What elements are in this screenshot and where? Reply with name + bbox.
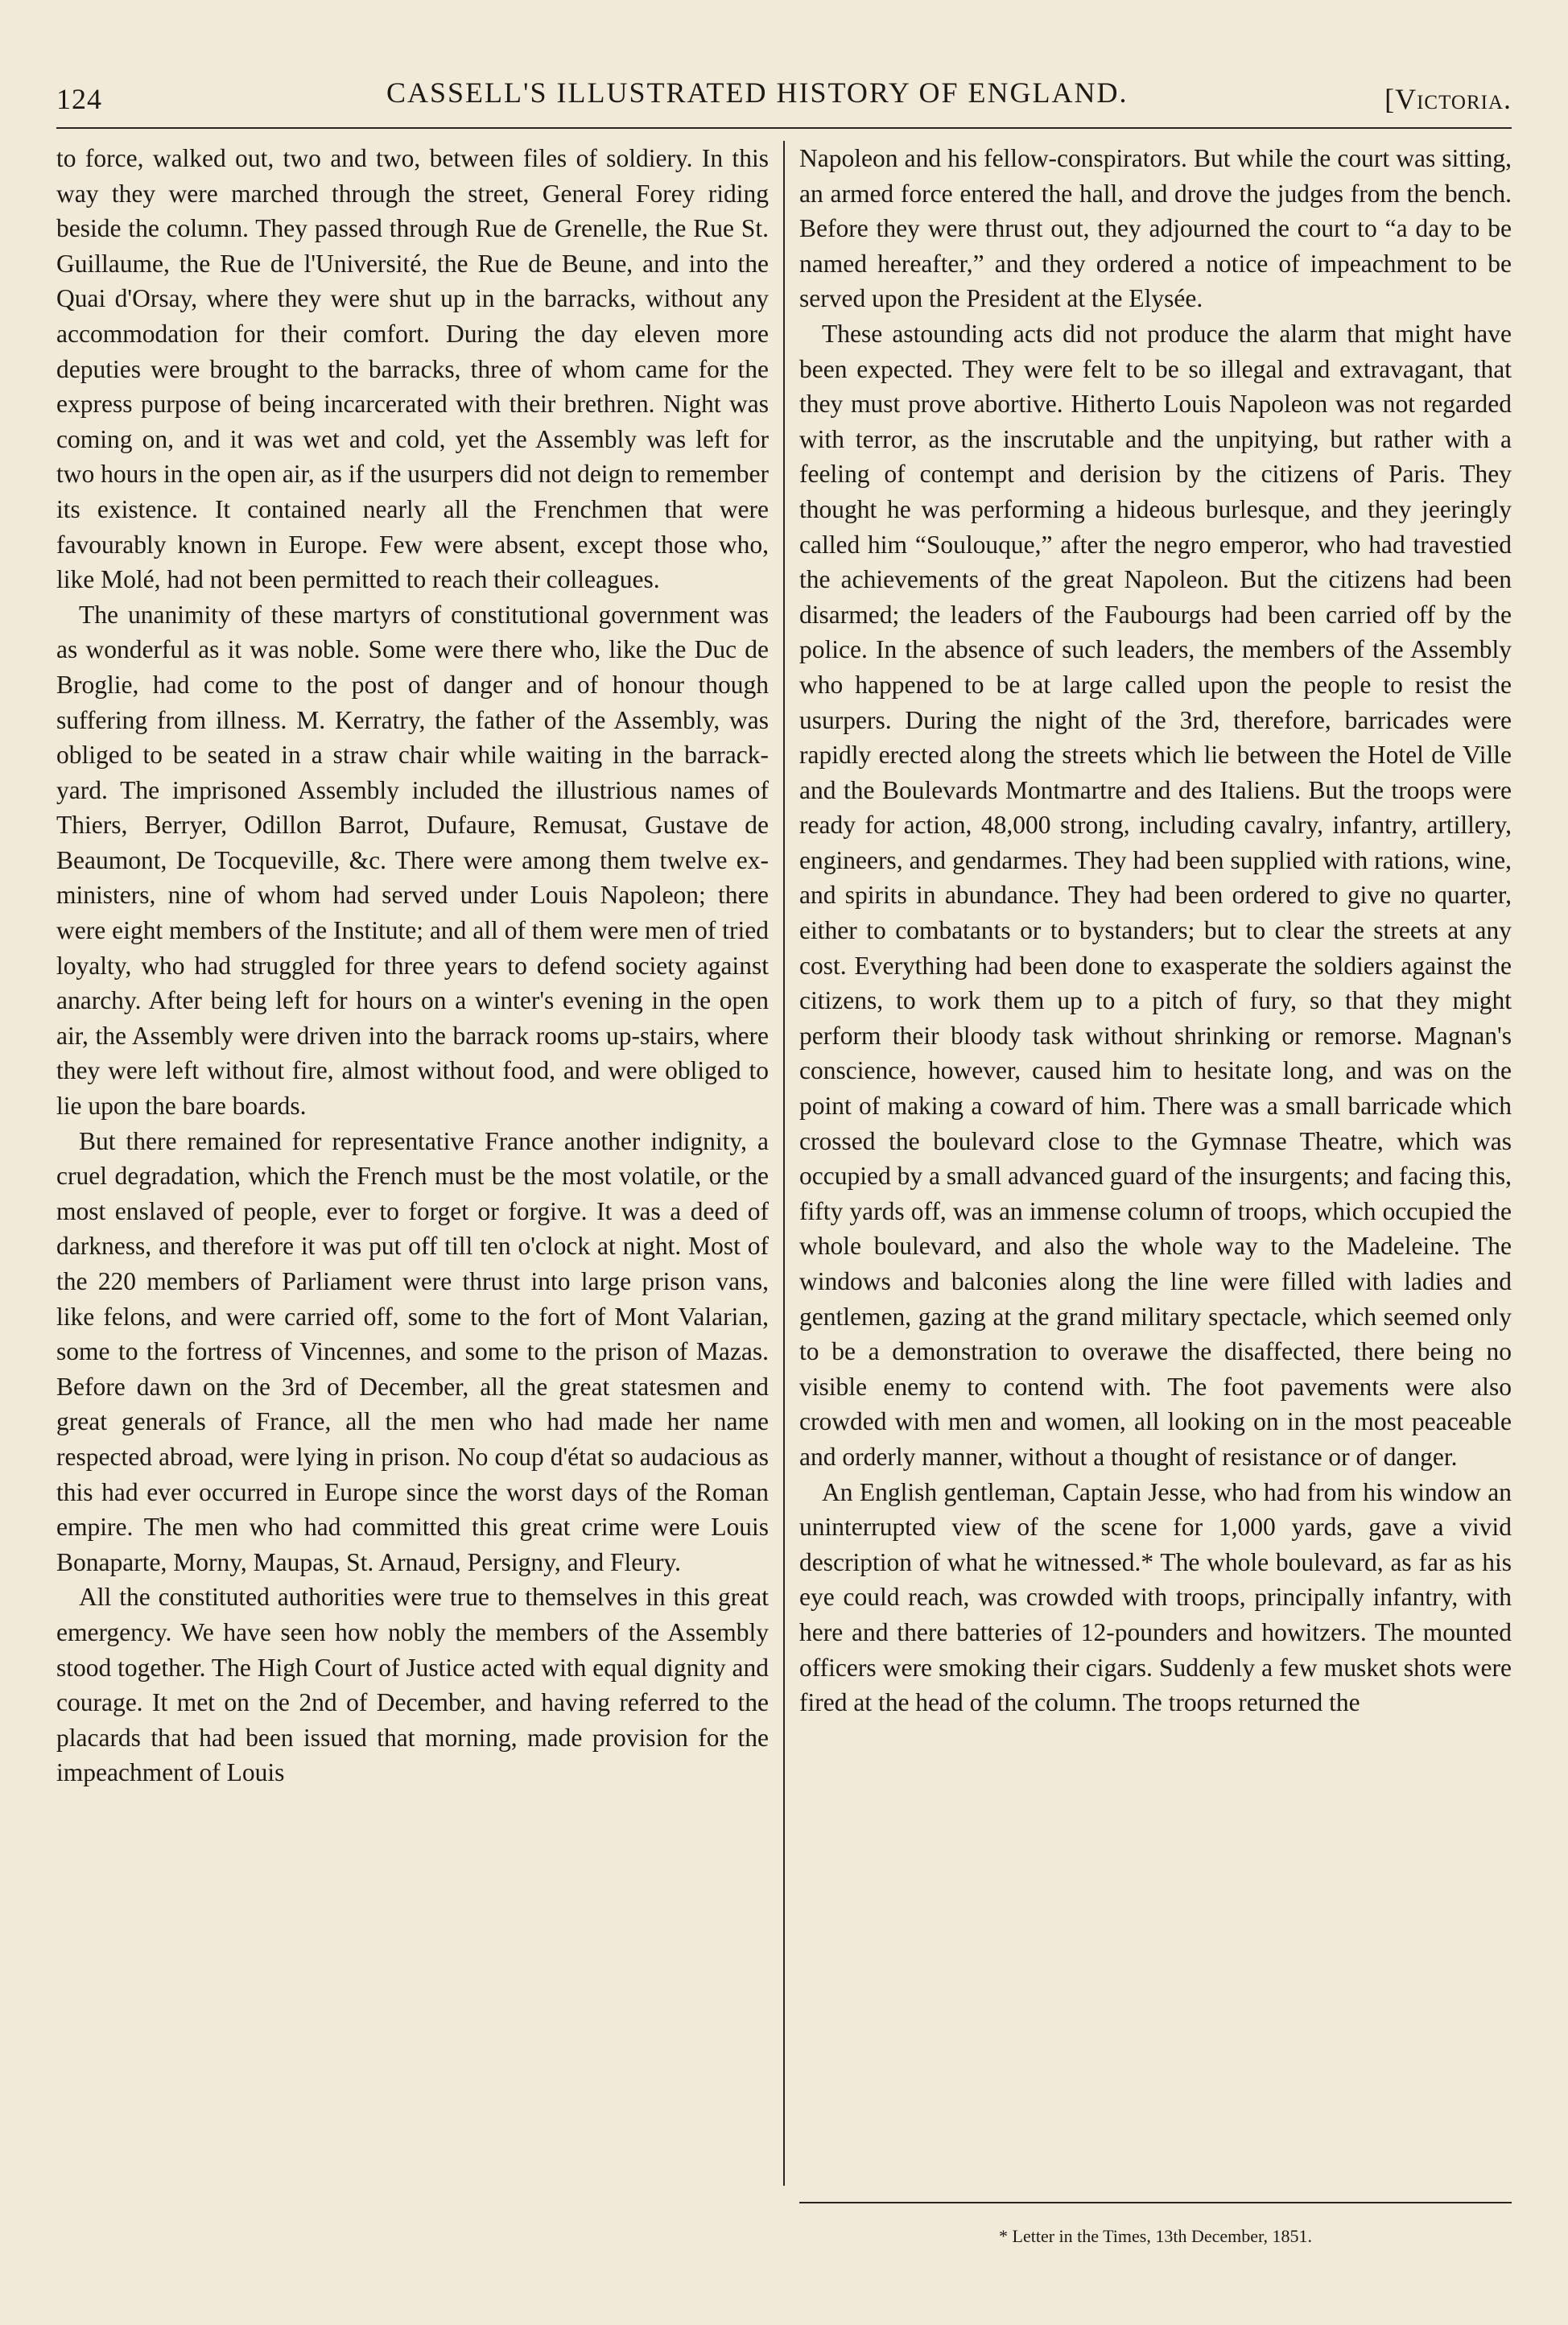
- page-header: [56, 64, 1512, 121]
- book-page: [56, 64, 1512, 2294]
- page-number: 124: [56, 83, 102, 115]
- paragraph: But there remained for representative France another indignity, a cruel degradation, which the French must be the most volatile, or the most enslaved of people, ever to forget or forgive. It was a deed of darkness, and therefore it was put off till ten o'clock at night. Most of the 220 members of Parliament were thrust into large prison vans, like felons, and were carried off, some to the fort of Mont Valarian, some to the fortress of Vincennes, and some to the prison of Mazas. Before dawn on the 3rd of December, all the great statesmen and great generals of France, all the men who had made her name respected abroad, were lying in prison. No coup d'état so audacious as this had ever occurred in Europe since the worst days of the Roman empire. The men who had committed this great crime were Louis Bonaparte, Morny, Maupas, St. Arnaud, Persigny, and Fleury.: [56, 1126, 769, 1576]
- left-column: [56, 141, 769, 1790]
- column-divider: [783, 141, 785, 2186]
- paragraph: All the constituted authorities were true to themselves in this great emergency. We have seen how nobly the members of the Assembly stood together. The High Court of Justice acted with equal dignity and courage. It met on the 2nd of December, and having referred to the placards that had been issued that morning, made provision for the impeachment of Louis: [56, 1583, 769, 1787]
- footnote: * Letter in the Times, 13th December, 1851.: [999, 2226, 1312, 2246]
- paragraph: Napoleon and his fellow-conspirators. But while the court was sitting, an armed force entered the hall, and drove the judges from the bench. Before they were thrust out, they adjourned the court to “a day to be named hereafter,” and they ordered a notice of impeachment to be served upon the President at the Elysée.: [799, 144, 1512, 313]
- section-label: [Victoria.: [1384, 83, 1512, 115]
- right-column: [799, 141, 1512, 1720]
- paragraph: These astounding acts did not produce the alarm that might have been expected. They were felt to be so illegal and extravagant, that they must prove abortive. Hitherto Louis Napoleon was not regarded with terror, as the inscrutable and the unpitying, but rather with a feeling of contempt and derision by the citizens of Paris. They thought he was performing a hideous burlesque, and they jeeringly called him “Soulouque,” after the negro emperor, who had travestied the achievements of the great Napoleon. But the citizens had been disarmed; the leaders of the Faubourgs had been carried off by the police. In the absence of such leaders, the members of the Assembly who happened to be at large called upon the people to resist the usurpers. During the night of the 3rd, therefore, barricades were rapidly erected along the streets which lie between the Hotel de Ville and the Boulevards Montmartre and des Italiens. But the troops were ready for action, 48,000 strong, including cavalry, infantry, artillery, engineers, and gendarmes. They had been supplied with rations, wine, and spirits in abundance. They had been ordered to give no quarter, either to combatants or to bystanders; but to clear the streets at any cost. Everything had been done to exasperate the soldiers against the citizens, to work them up to a pitch of fury, so that they might perform their bloody task without shrinking or remorse. Magnan's conscience, however, caused him to hesitate long, and was on the point of making a coward of him. There was a small barricade which crossed the boulevard close to the Gymnase Theatre, which was occupied by a small advanced guard of the insurgents; and facing this, fifty yards off, was an immense column of troops, which occupied the whole boulevard, and also the whole way to the Madeleine. The windows and balconies along the line were filled with ladies and gentlemen, gazing at the grand military spectacle, which seemed only to be a demonstration to overawe the disaffected, there being no visible enemy to contend with. The foot pavements were also crowded with men and women, all looking on in the most peaceable and orderly manner, without a thought of resistance or of danger.: [799, 319, 1512, 1471]
- paragraph: The unanimity of these martyrs of constitutional government was as wonderful as it was noble. Some were there who, like the Duc de Broglie, had come to the post of danger and of honour though suffering from illness. M. Kerratry, the father of the Assembly, was obliged to be seated in a straw chair while waiting in the barrack-yard. The imprisoned Assembly included the illustrious names of Thiers, Berryer, Odillon Barrot, Dufaure, Remusat, Gustave de Beaumont, De Tocqueville, &c. There were among them twelve ex-ministers, nine of whom had served under Louis Napoleon; there were eight members of the Institute; and all of them were men of tried loyalty, who had struggled for three years to defend society against anarchy. After being left for hours on a winter's evening in the open air, the Assembly were driven into the barrack rooms up-stairs, where they were left without fire, almost without food, and were obliged to lie upon the bare boards.: [56, 600, 769, 1121]
- paragraph: to force, walked out, two and two, between files of soldiery. In this way they were marched through the street, General Forey riding beside the column. They passed through Rue de Grenelle, the Rue St. Guillaume, the Rue de l'Université, the Rue de Beune, and into the Quai d'Orsay, where they were shut up in the barracks, without any accommodation for their comfort. During the day eleven more deputies were brought to the barracks, three of whom came for the express purpose of being incarcerated with their brethren. Night was coming on, and it was wet and cold, yet the Assembly was left for two hours in the open air, as if the usurpers did not deign to remember its existence. It contained nearly all the Frenchmen that were favourably known in Europe. Few were absent, except those who, like Molé, had not been permitted to reach their colleagues.: [56, 144, 769, 594]
- header-rule: [56, 127, 1512, 129]
- running-title: CASSELL'S ILLUSTRATED HISTORY OF ENGLAND.: [386, 76, 1129, 109]
- paragraph: An English gentleman, Captain Jesse, who had from his window an uninterrupted view of the scene for 1,000 yards, gave a vivid description of what he witnessed.* The whole boulevard, as far as his eye could reach, was crowded with troops, principally infantry, with here and there batteries of 12-pounders and howitzers. The mounted officers were smoking their cigars. Suddenly a few musket shots were fired at the head of the column. The troops returned the: [799, 1477, 1512, 1717]
- footnote-rule: [799, 2202, 1512, 2203]
